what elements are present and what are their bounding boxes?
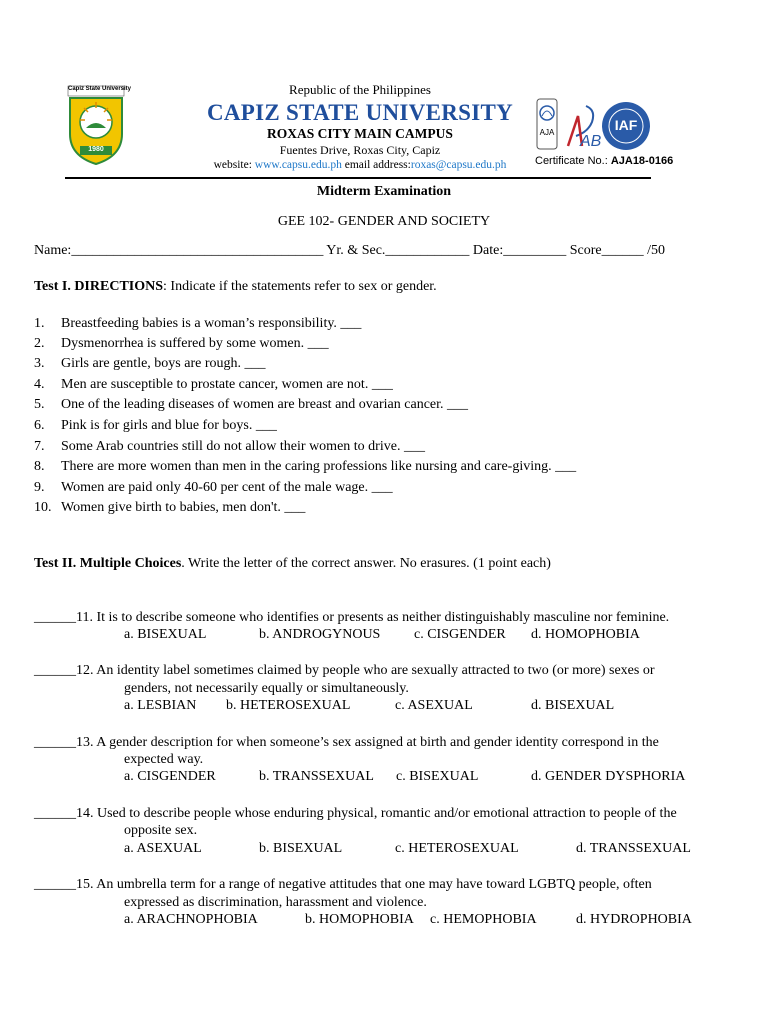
question-stem-continued: opposite sex. — [124, 823, 198, 838]
item-number: 1. — [34, 316, 45, 331]
item-number: 3. — [34, 356, 45, 371]
test1-item: Dysmenorrhea is suffered by some women. ___ — [61, 336, 329, 351]
test1-item: There are more women than men in the caring professions like nursing and care-giving. ___ — [61, 459, 577, 474]
option-a: a. CISGENDER — [124, 769, 216, 784]
test1-item: One of the leading diseases of women are breast and ovarian cancer. ___ — [61, 397, 469, 412]
option-d: d. HYDROPHOBIA — [576, 912, 692, 927]
option-b: b. TRANSSEXUAL — [259, 769, 374, 784]
option-d: d. GENDER DYSPHORIA — [531, 769, 686, 784]
university-seal — [64, 84, 132, 168]
option-d: d. BISEXUAL — [531, 698, 615, 713]
option-c: c. HETEROSEXUAL — [395, 841, 519, 856]
email-label: email address: — [341, 159, 411, 171]
question-stem-continued: expressed as discrimination, harassment and violence. — [124, 895, 427, 910]
option-a: a. ARACHNOPHOBIA — [124, 912, 258, 927]
option-b: b. ANDROGYNOUS — [259, 627, 381, 642]
university-name: CAPIZ STATE UNIVERSITY — [206, 100, 514, 125]
item-number: 7. — [34, 439, 45, 454]
option-a: a. ASEXUAL — [124, 841, 202, 856]
iaf-text: IAF — [614, 117, 638, 133]
certificate-number — [535, 155, 673, 167]
question-stem-continued: expected way. — [124, 752, 204, 767]
option-c: c. CISGENDER — [414, 627, 506, 642]
option-d: d. HOMOPHOBIA — [531, 627, 640, 642]
option-b: b. BISEXUAL — [259, 841, 343, 856]
test1-item: Women are paid only 40-60 per cent of the male wage. ___ — [61, 480, 393, 495]
option-c: c. HEMOPHOBIA — [430, 912, 537, 927]
certificate-label: Certificate No.: — [535, 155, 611, 167]
item-number: 8. — [34, 459, 45, 474]
option-b: b. HETEROSEXUAL — [226, 698, 351, 713]
option-a: a. LESBIAN — [124, 698, 197, 713]
website-label: website: — [213, 159, 255, 171]
question-stem: ______14. Used to describe people whose enduring physical, romantic and/or emotional attraction to people of the — [34, 806, 677, 821]
aja-logo — [536, 98, 558, 150]
test1-item: Some Arab countries still do not allow their women to drive. ___ — [61, 439, 425, 454]
student-info-line[interactable]: Name:____________________________________ Yr. & Sec.____________ Date:_________ Score______ /50 — [34, 243, 665, 258]
option-a: a. BISEXUAL — [124, 627, 207, 642]
header-rule — [65, 177, 651, 179]
ab-logo — [562, 102, 600, 150]
email-link[interactable]: roxas@capsu.edu.ph — [410, 159, 507, 171]
item-number: 9. — [34, 480, 45, 495]
question-stem: ______13. A gender description for when someone’s sex assigned at birth and gender identity correspond in the — [34, 735, 659, 750]
test2-directions — [34, 556, 551, 572]
letterhead — [190, 82, 530, 171]
seal-year: 1980 — [88, 146, 104, 153]
svg-text:AB: AB — [580, 133, 602, 150]
test1-item: Men are susceptible to prostate cancer, women are not. ___ — [61, 377, 393, 392]
address-line: Fuentes Drive, Roxas City, Capiz — [279, 143, 441, 157]
question-stem-continued: genders, not necessarily equally or simultaneously. — [124, 681, 409, 696]
test1-directions-text: : Indicate if the statements refer to sex or gender. — [163, 279, 437, 294]
aja-text: AJA — [539, 128, 555, 137]
option-b: b. HOMOPHOBIA — [305, 912, 414, 927]
option-c: c. ASEXUAL — [395, 698, 473, 713]
option-c: c. BISEXUAL — [396, 769, 479, 784]
test1-item: Pink is for girls and blue for boys. ___ — [61, 418, 277, 433]
option-d: d. TRANSSEXUAL — [576, 841, 691, 856]
item-number: 4. — [34, 377, 45, 392]
exam-subject: GEE 102- GENDER AND SOCIETY — [277, 214, 491, 229]
question-stem: ______11. It is to describe someone who identifies or presents as neither distinguishably masculine nor feminine. — [34, 610, 670, 625]
test2-directions-text: . Write the letter of the correct answer. No erasures. (1 point each) — [181, 556, 551, 571]
campus-name: ROXAS CITY MAIN CAMPUS — [267, 126, 453, 141]
item-number: 5. — [34, 397, 45, 412]
item-number: 10. — [34, 500, 52, 515]
website-link[interactable]: www.capsu.edu.ph — [254, 159, 342, 171]
contact-line — [190, 159, 530, 171]
republic-line: Republic of the Philippines — [289, 82, 431, 97]
test2-heading: Test II. Multiple Choices — [34, 556, 182, 571]
certificate-value: AJA18-0166 — [610, 155, 674, 167]
test1-directions — [34, 279, 437, 295]
question-stem: ______12. An identity label sometimes claimed by people who are sexually attracted to two (or more) sexes or — [34, 663, 655, 678]
seal-top-text: Capiz State University — [68, 86, 132, 92]
test1-item: Women give birth to babies, men don't. ___ — [61, 500, 306, 515]
question-stem: ______15. An umbrella term for a range of negative attitudes that one may have toward LGBTQ people, often — [34, 877, 652, 892]
item-number: 6. — [34, 418, 45, 433]
test1-item: Breastfeeding babies is a woman’s responsibility. ___ — [61, 316, 362, 331]
item-number: 2. — [34, 336, 45, 351]
test1-heading: Test I. DIRECTIONS — [34, 279, 164, 294]
exam-title: Midterm Examination — [316, 184, 452, 199]
test1-item: Girls are gentle, boys are rough. ___ — [61, 356, 266, 371]
